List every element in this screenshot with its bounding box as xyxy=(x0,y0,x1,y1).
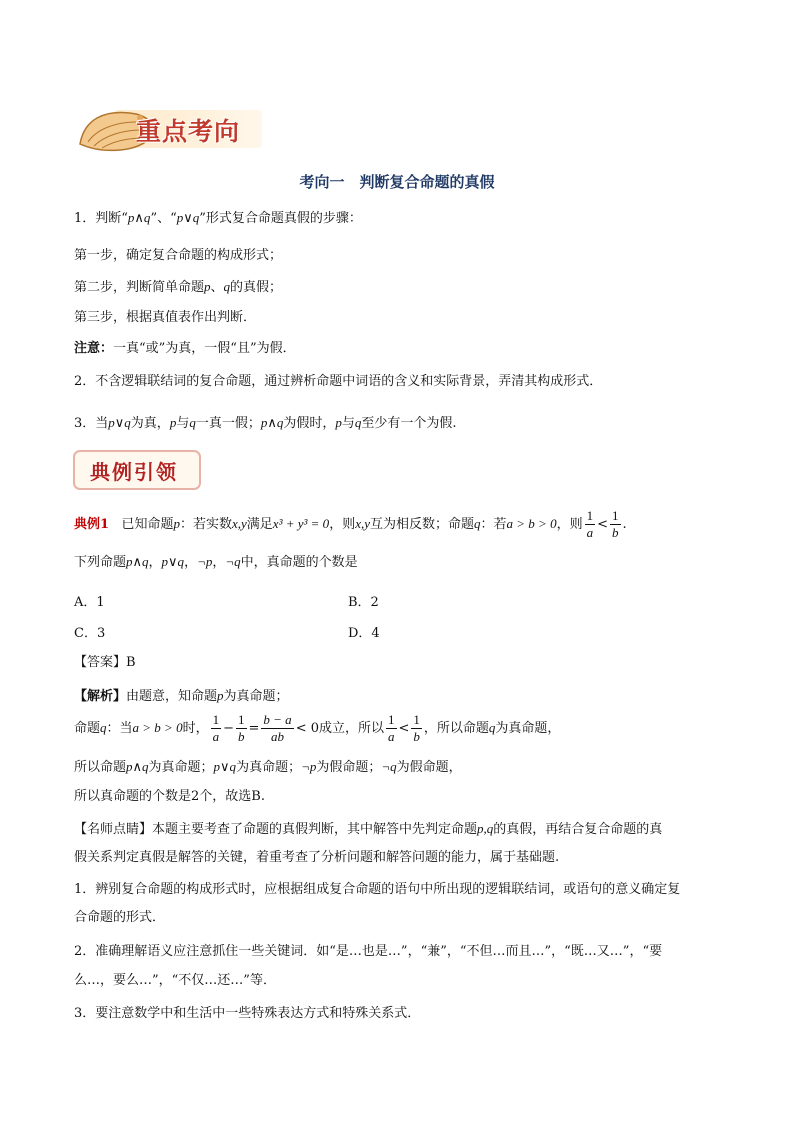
denominator: b xyxy=(238,729,245,744)
fraction xyxy=(236,712,247,745)
numerator: 1 xyxy=(212,712,220,727)
text: 第二步，判断简单命题 xyxy=(74,280,205,295)
math: ¬q xyxy=(381,759,397,774)
text: ：若实数 xyxy=(179,517,232,532)
math: p xyxy=(204,279,211,294)
point-2: 2．不含逻辑联结词的复合命题，通过辨析命题中词语的含义和实际背景，弄清其构成形式． xyxy=(74,374,603,389)
math: q xyxy=(100,720,107,735)
text: 与 xyxy=(176,416,190,431)
steps-intro xyxy=(74,208,362,229)
text: 时， xyxy=(182,721,209,736)
text: ，所以命题 xyxy=(423,721,489,736)
math: p∧q xyxy=(260,415,284,430)
denominator: a xyxy=(212,729,220,744)
text: 满足 xyxy=(246,517,273,532)
analysis-line-3 xyxy=(74,757,462,778)
denominator: b xyxy=(413,729,420,744)
denominator: a xyxy=(388,729,395,744)
text: 互为相反数；命题 xyxy=(370,517,475,532)
fraction xyxy=(386,712,397,745)
text: 中，真命题的个数是 xyxy=(240,555,358,570)
banner-title: 重点考向 xyxy=(136,117,241,146)
text: ， xyxy=(148,555,162,570)
text: 为假命题， xyxy=(396,760,462,775)
text: 为真， xyxy=(130,416,170,431)
math: p xyxy=(217,688,224,703)
math: a > b > 0 xyxy=(506,516,557,531)
analysis-line-2 xyxy=(74,710,560,747)
text: 为真命题， xyxy=(495,721,561,736)
fraction xyxy=(261,712,293,745)
numerator: 1 xyxy=(586,508,594,523)
math: < 0 xyxy=(295,721,319,736)
math: p xyxy=(335,415,342,430)
numerator: 1 xyxy=(238,712,245,727)
text: 所以命题 xyxy=(74,760,127,775)
text: ， xyxy=(184,555,198,570)
step-1: 第一步，确定复合命题的构成形式； xyxy=(74,248,283,263)
math: p∧q xyxy=(127,210,151,225)
math: q xyxy=(488,720,496,735)
math: x³ + y³ = 0 xyxy=(272,516,330,531)
tip-1-line-2: 合命题的形式． xyxy=(74,910,166,925)
option-b: B．2 xyxy=(348,595,379,610)
math: p∧q xyxy=(126,759,149,774)
fraction xyxy=(411,712,422,745)
tip-3: 3．要注意数学中和生活中一些特殊表达方式和特殊关系式． xyxy=(74,1006,421,1021)
text: 已知命题 xyxy=(121,517,174,532)
numerator: 1 xyxy=(413,712,420,727)
analysis-line-4: 所以真命题的个数是2个，故选B. xyxy=(74,789,265,804)
math: q xyxy=(223,279,231,294)
section-banner xyxy=(74,100,264,156)
text: 下列命题 xyxy=(74,555,127,570)
text: 命题 xyxy=(74,721,101,736)
text: 、 xyxy=(210,280,224,295)
tip-2-line-1: 2．准确理解语义应注意抓住一些关键词．如“是…也是…”，“兼”，“不但…而且…”，“既…又…”，“要 xyxy=(74,944,663,959)
math: ¬p xyxy=(197,554,213,569)
note-label: 注意： xyxy=(74,341,114,356)
example-label: 典例1 xyxy=(74,517,110,532)
text: 为真命题； xyxy=(223,689,289,704)
text: 为真命题； xyxy=(236,760,302,775)
math: p∧q xyxy=(126,554,149,569)
text: 的真假； xyxy=(230,280,283,295)
example-tag xyxy=(72,449,202,491)
text: 3．当 xyxy=(74,416,109,431)
text: 为假命题； xyxy=(316,760,382,775)
comment-label: 【名师点睛】 xyxy=(74,822,153,837)
math: = xyxy=(248,721,260,736)
math: p∨q xyxy=(213,759,237,774)
text: 本题主要考查了命题的真假判断，其中解答中先判定命题 xyxy=(152,822,478,837)
analysis-label: 【解析】 xyxy=(74,689,127,704)
example1-question xyxy=(74,552,358,573)
text: 由题意，知命题 xyxy=(126,689,218,704)
comment-line-1 xyxy=(74,819,662,840)
text: 一真一假； xyxy=(195,416,261,431)
math: p∨q xyxy=(108,415,131,430)
fraction xyxy=(610,508,621,541)
text: 为假时， xyxy=(283,416,336,431)
math: p∨q xyxy=(176,210,200,225)
denominator: b xyxy=(612,525,619,540)
text: . xyxy=(622,517,627,532)
analysis-line-1 xyxy=(74,686,289,707)
math: p xyxy=(173,516,180,531)
tip-1-line-1: 1．辨别复合命题的构成形式时，应根据组成复合命题的语句中所出现的逻辑联结词，或语句的意义确定复 xyxy=(74,882,681,897)
example1-statement xyxy=(74,508,627,541)
text: ”、“ xyxy=(150,211,177,226)
note-text: 一真“或”为真，一假“且”为假． xyxy=(113,341,296,356)
option-d: D．4 xyxy=(348,626,380,641)
text: ”形式复合命题真假的步骤： xyxy=(199,211,362,226)
text: ：若 xyxy=(480,517,507,532)
step-3: 第三步，根据真值表作出判断． xyxy=(74,310,257,325)
section-title: 考向一 判断复合命题的真假 xyxy=(299,173,495,191)
text: 1．判断“ xyxy=(74,211,128,226)
numerator: b − a xyxy=(263,712,292,727)
text: 的真假，再结合复合命题的真 xyxy=(493,822,663,837)
example-tag-title: 典例引领 xyxy=(90,460,178,484)
answer: 【答案】B xyxy=(74,655,136,670)
math: q xyxy=(354,415,362,430)
text: ， xyxy=(212,555,226,570)
note xyxy=(74,339,296,359)
numerator: 1 xyxy=(388,712,395,727)
math: a > b > 0 xyxy=(132,720,183,735)
text: 成立，所以 xyxy=(318,721,384,736)
text: 与 xyxy=(341,416,355,431)
text: ，则 xyxy=(329,517,356,532)
text: ：当 xyxy=(106,721,133,736)
math: x,y xyxy=(355,516,370,531)
fraction xyxy=(585,508,596,541)
comment-line-2: 假关系判定真假是解答的关键，着重考查了分析问题和解答问题的能力，属于基础题. xyxy=(74,850,560,865)
math: q xyxy=(189,415,196,430)
math: p xyxy=(169,415,177,430)
math: − xyxy=(223,721,234,736)
denominator: ab xyxy=(271,729,285,744)
option-a: A．1 xyxy=(74,595,105,610)
numerator: 1 xyxy=(612,508,619,523)
point-3 xyxy=(74,413,457,434)
option-c: C．3 xyxy=(74,626,106,641)
math: p,q xyxy=(477,821,494,836)
math: ¬q xyxy=(225,554,241,569)
fraction xyxy=(211,712,222,745)
denominator: a xyxy=(586,525,594,540)
tip-2-line-2: 么…，要么…”，“不仅…还…”等． xyxy=(74,973,276,988)
math: < xyxy=(597,517,608,532)
step-2 xyxy=(74,277,282,298)
math: ¬p xyxy=(301,759,317,774)
text: 至少有一个为假. xyxy=(361,416,457,431)
text: 为真命题； xyxy=(148,760,214,775)
text: ，则 xyxy=(556,517,583,532)
math: q xyxy=(474,516,481,531)
math: p∨q xyxy=(161,554,185,569)
math: x,y xyxy=(231,516,247,531)
math: < xyxy=(398,721,410,736)
